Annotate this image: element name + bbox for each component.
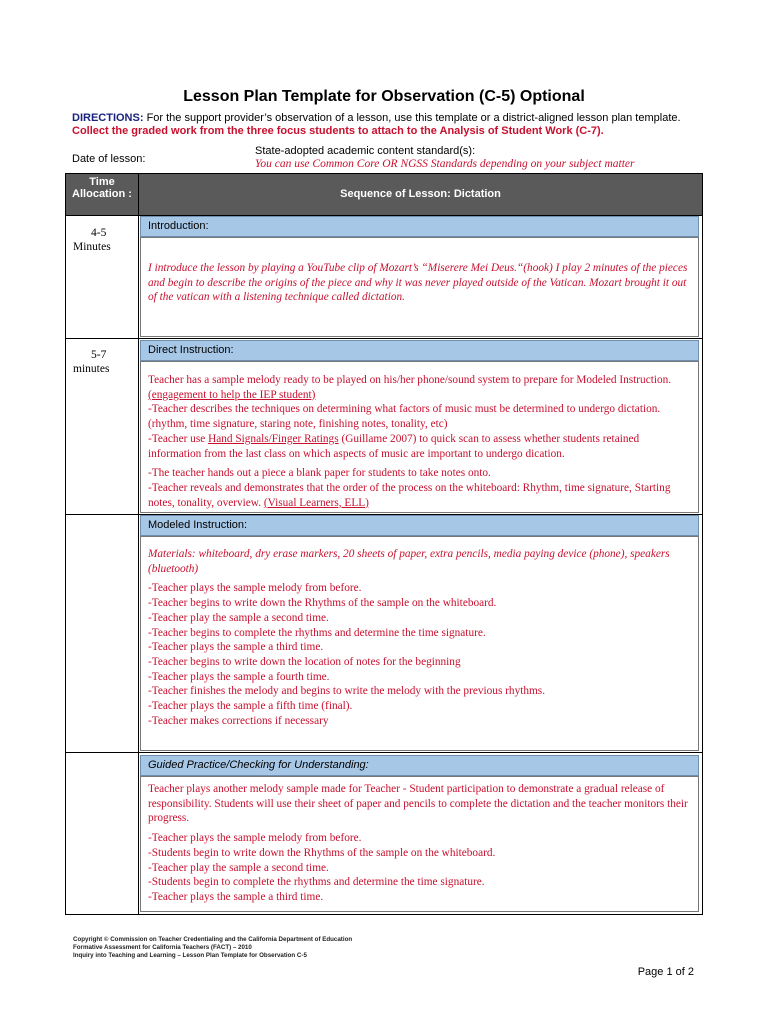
directions-text: For the support provider’s observation of a lesson, use this template or a district-aligned lesson plan template.: [146, 112, 681, 124]
visual-learners-link[interactable]: (Visual Learners, ELL): [263, 496, 369, 509]
direct-paragraph: -The teacher hands out a piece a blank paper for students to take notes onto.: [148, 467, 491, 480]
modeled-step: -Teacher plays the sample melody from before.: [148, 582, 362, 595]
time-introduction: [66, 226, 138, 254]
footer-copyright: [73, 936, 352, 960]
header-time-allocation: Time Allocation :: [66, 174, 138, 215]
footer-line: Formative Assessment for California Teachers (FACT) – 2010: [73, 944, 252, 951]
standards-value: You can use Common Core OR NGSS Standards depending on your subject matter: [255, 158, 635, 170]
modeled-step: -Teacher plays the sample a fifth time (final).: [148, 700, 353, 713]
direct-paragraph: [148, 373, 694, 402]
page-number: Page 1 of 2: [637, 966, 694, 978]
modeled-step: -Teacher begins to complete the rhythms and determine the time signature.: [148, 626, 486, 639]
directions-label: DIRECTIONS:: [72, 112, 144, 124]
direct-text-1: Teacher has a sample melody ready to be played on his/her phone/sound system to prepare for Modeled Instruction.: [148, 374, 672, 386]
column-divider: [138, 174, 139, 914]
section-bar-introduction: Introduction:: [140, 216, 699, 237]
time-introduction-unit: Minutes: [73, 241, 111, 253]
introduction-text: [148, 261, 694, 305]
header-sequence: Sequence of Lesson: Dictation: [139, 174, 702, 215]
date-label: Date of lesson:: [72, 153, 146, 165]
direct-text-3: -Teacher use: [148, 432, 206, 445]
modeled-step: -Teacher begins to write down the Rhythms of the sample on the whiteboard.: [148, 597, 497, 610]
hand-signals-link[interactable]: Hand Signals/Finger Ratings: [208, 432, 339, 445]
modeled-step: -Teacher makes corrections if necessary: [148, 714, 329, 727]
direct-paragraph: [148, 481, 694, 510]
modeled-step: -Teacher begins to write down the location of notes for the beginning: [148, 655, 461, 668]
modeled-step: -Teacher play the sample a second time.: [148, 611, 329, 624]
time-direct-range: 5-7: [91, 349, 107, 361]
modeled-instruction-text: [148, 547, 694, 728]
footer-line: Copyright © Commission on Teacher Credentialing and the California Department of Education: [73, 936, 353, 943]
modeled-step: -Teacher plays the sample a third time.: [148, 641, 324, 654]
directions: [72, 112, 702, 138]
page-title: Lesson Plan Template for Observation (C-5) Optional: [183, 88, 585, 105]
section-bar-direct-instruction: Direct Instruction:: [140, 340, 699, 361]
guided-step: -Students begin to complete the rhythms and determine the time signature.: [148, 876, 485, 889]
section-bar-modeled-instruction: Modeled Instruction:: [140, 515, 699, 536]
section-bar-guided-practice: Guided Practice/Checking for Understanding:: [140, 755, 699, 776]
introduction-paragraph: I introduce the lesson by playing a YouTube clip of Mozart’s “Miserere Mei Deus.“(hook) I play 2 minutes of the pieces and begin to describe the origins of the piece and why it was never played outside of the Vatican. Mozart brought it out of the vatican with a listening technique called dictation.: [148, 262, 688, 304]
direct-text-3b: (Guillame 2007) to quick scan to assess whether students retained information from the last class on which aspects of music are important to undergo dication.: [148, 432, 640, 460]
modeled-step: -Teacher finishes the melody and begins to write the melody with the previous rhythms.: [148, 685, 546, 698]
direct-text-5: -Teacher reveals and demonstrates that the order of the process on the whiteboard: Rhythm, time signature, Starting notes, tonality, overview.: [148, 481, 671, 509]
materials-text: Materials: whiteboard, dry erase markers, 20 sheets of paper, extra pencils, media paying device (phone), speakers (bluetooth): [148, 548, 670, 575]
direct-paragraph: -Teacher describes the techniques on determining what factors of music must be determined to undergo dictation. (rhythm, time signature, staring note, finishing notes, tonality, etc): [148, 403, 661, 431]
direct-instruction-text: [148, 373, 694, 510]
footer-line: Inquiry into Teaching and Learning – Lesson Plan Template for Observation C-5: [73, 952, 307, 959]
modeled-step: -Teacher plays the sample a fourth time.: [148, 670, 330, 683]
time-direct-unit: minutes: [73, 363, 110, 375]
guided-step: -Teacher plays the sample a third time.: [148, 890, 324, 903]
row-divider: [66, 338, 702, 339]
guided-step: -Teacher plays the sample melody from before.: [148, 832, 362, 845]
row-divider: [66, 752, 702, 753]
standards-label: State-adopted academic content standard(s):: [255, 145, 476, 157]
guided-intro: Teacher plays another melody sample made for Teacher - Student participation to demonstrate a gradual release of responsibility. Students will use their sheet of paper and pencils to complete the dictation and the teacher monitors their progress.: [148, 783, 688, 825]
guided-step: -Students begin to write down the Rhythms of the sample on the whiteboard.: [148, 846, 496, 859]
lesson-table: [65, 173, 703, 915]
guided-practice-text: [148, 782, 694, 905]
time-direct-instruction: [66, 348, 138, 376]
time-introduction-range: 4-5: [91, 227, 107, 239]
guided-step: -Teacher play the sample a second time.: [148, 861, 329, 874]
direct-paragraph: [148, 432, 694, 461]
iep-link[interactable]: (engagement to help the IEP student): [148, 388, 316, 401]
directions-emphasis: Collect the graded work from the three focus students to attach to the Analysis of Student Work (C-7).: [72, 125, 604, 137]
